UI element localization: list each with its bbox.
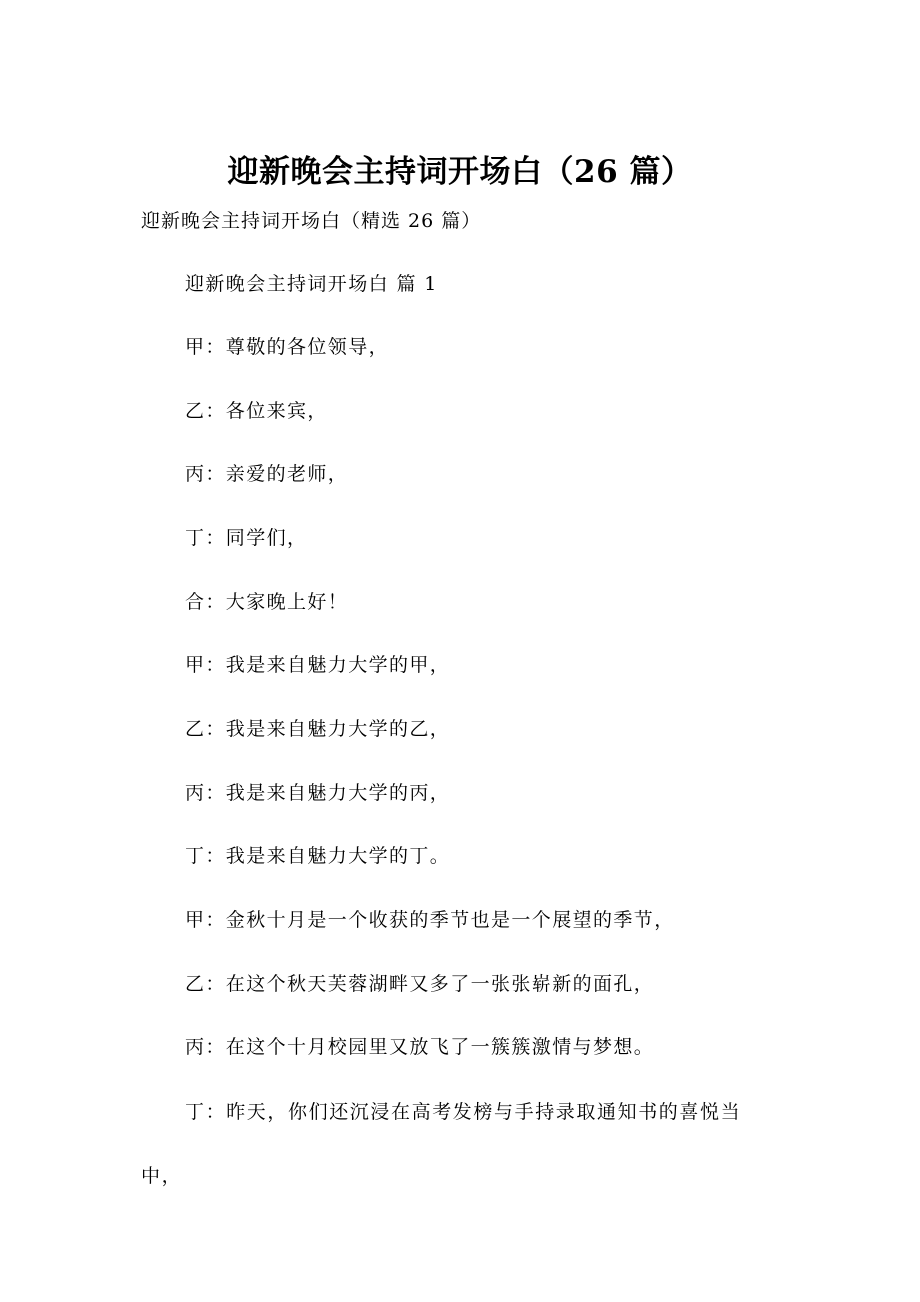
- paragraph: 丙：亲爱的老师，: [185, 463, 349, 485]
- document-subtitle: 迎新晚会主持词开场白（精选 26 篇）: [141, 210, 482, 232]
- paragraph: 甲：我是来自魅力大学的甲，: [185, 654, 451, 676]
- paragraph: 合：大家晚上好！: [185, 591, 349, 613]
- paragraph: 丙：在这个十月校园里又放飞了一簇簇激情与梦想。: [185, 1036, 655, 1058]
- paragraph: 丙：我是来自魅力大学的丙，: [185, 782, 451, 804]
- paragraph: 丁：昨天，你们还沉浸在高考发榜与手持录取通知书的喜悦当中，: [141, 1101, 742, 1187]
- paragraph: 甲：金秋十月是一个收获的季节也是一个展望的季节，: [185, 909, 675, 931]
- paragraph: 丁：我是来自魅力大学的丁。: [185, 845, 451, 867]
- paragraph: 丁：同学们，: [185, 527, 308, 549]
- paragraph: 乙：在这个秋天芙蓉湖畔又多了一张张崭新的面孔，: [185, 973, 655, 995]
- document-title: 迎新晚会主持词开场白（26 篇）: [227, 154, 693, 190]
- section-heading: 迎新晚会主持词开场白 篇 1: [185, 273, 438, 295]
- paragraph: 乙：各位来宾，: [185, 400, 328, 422]
- paragraph: 甲：尊敬的各位领导，: [185, 336, 390, 358]
- paragraph: 乙：我是来自魅力大学的乙，: [185, 718, 451, 740]
